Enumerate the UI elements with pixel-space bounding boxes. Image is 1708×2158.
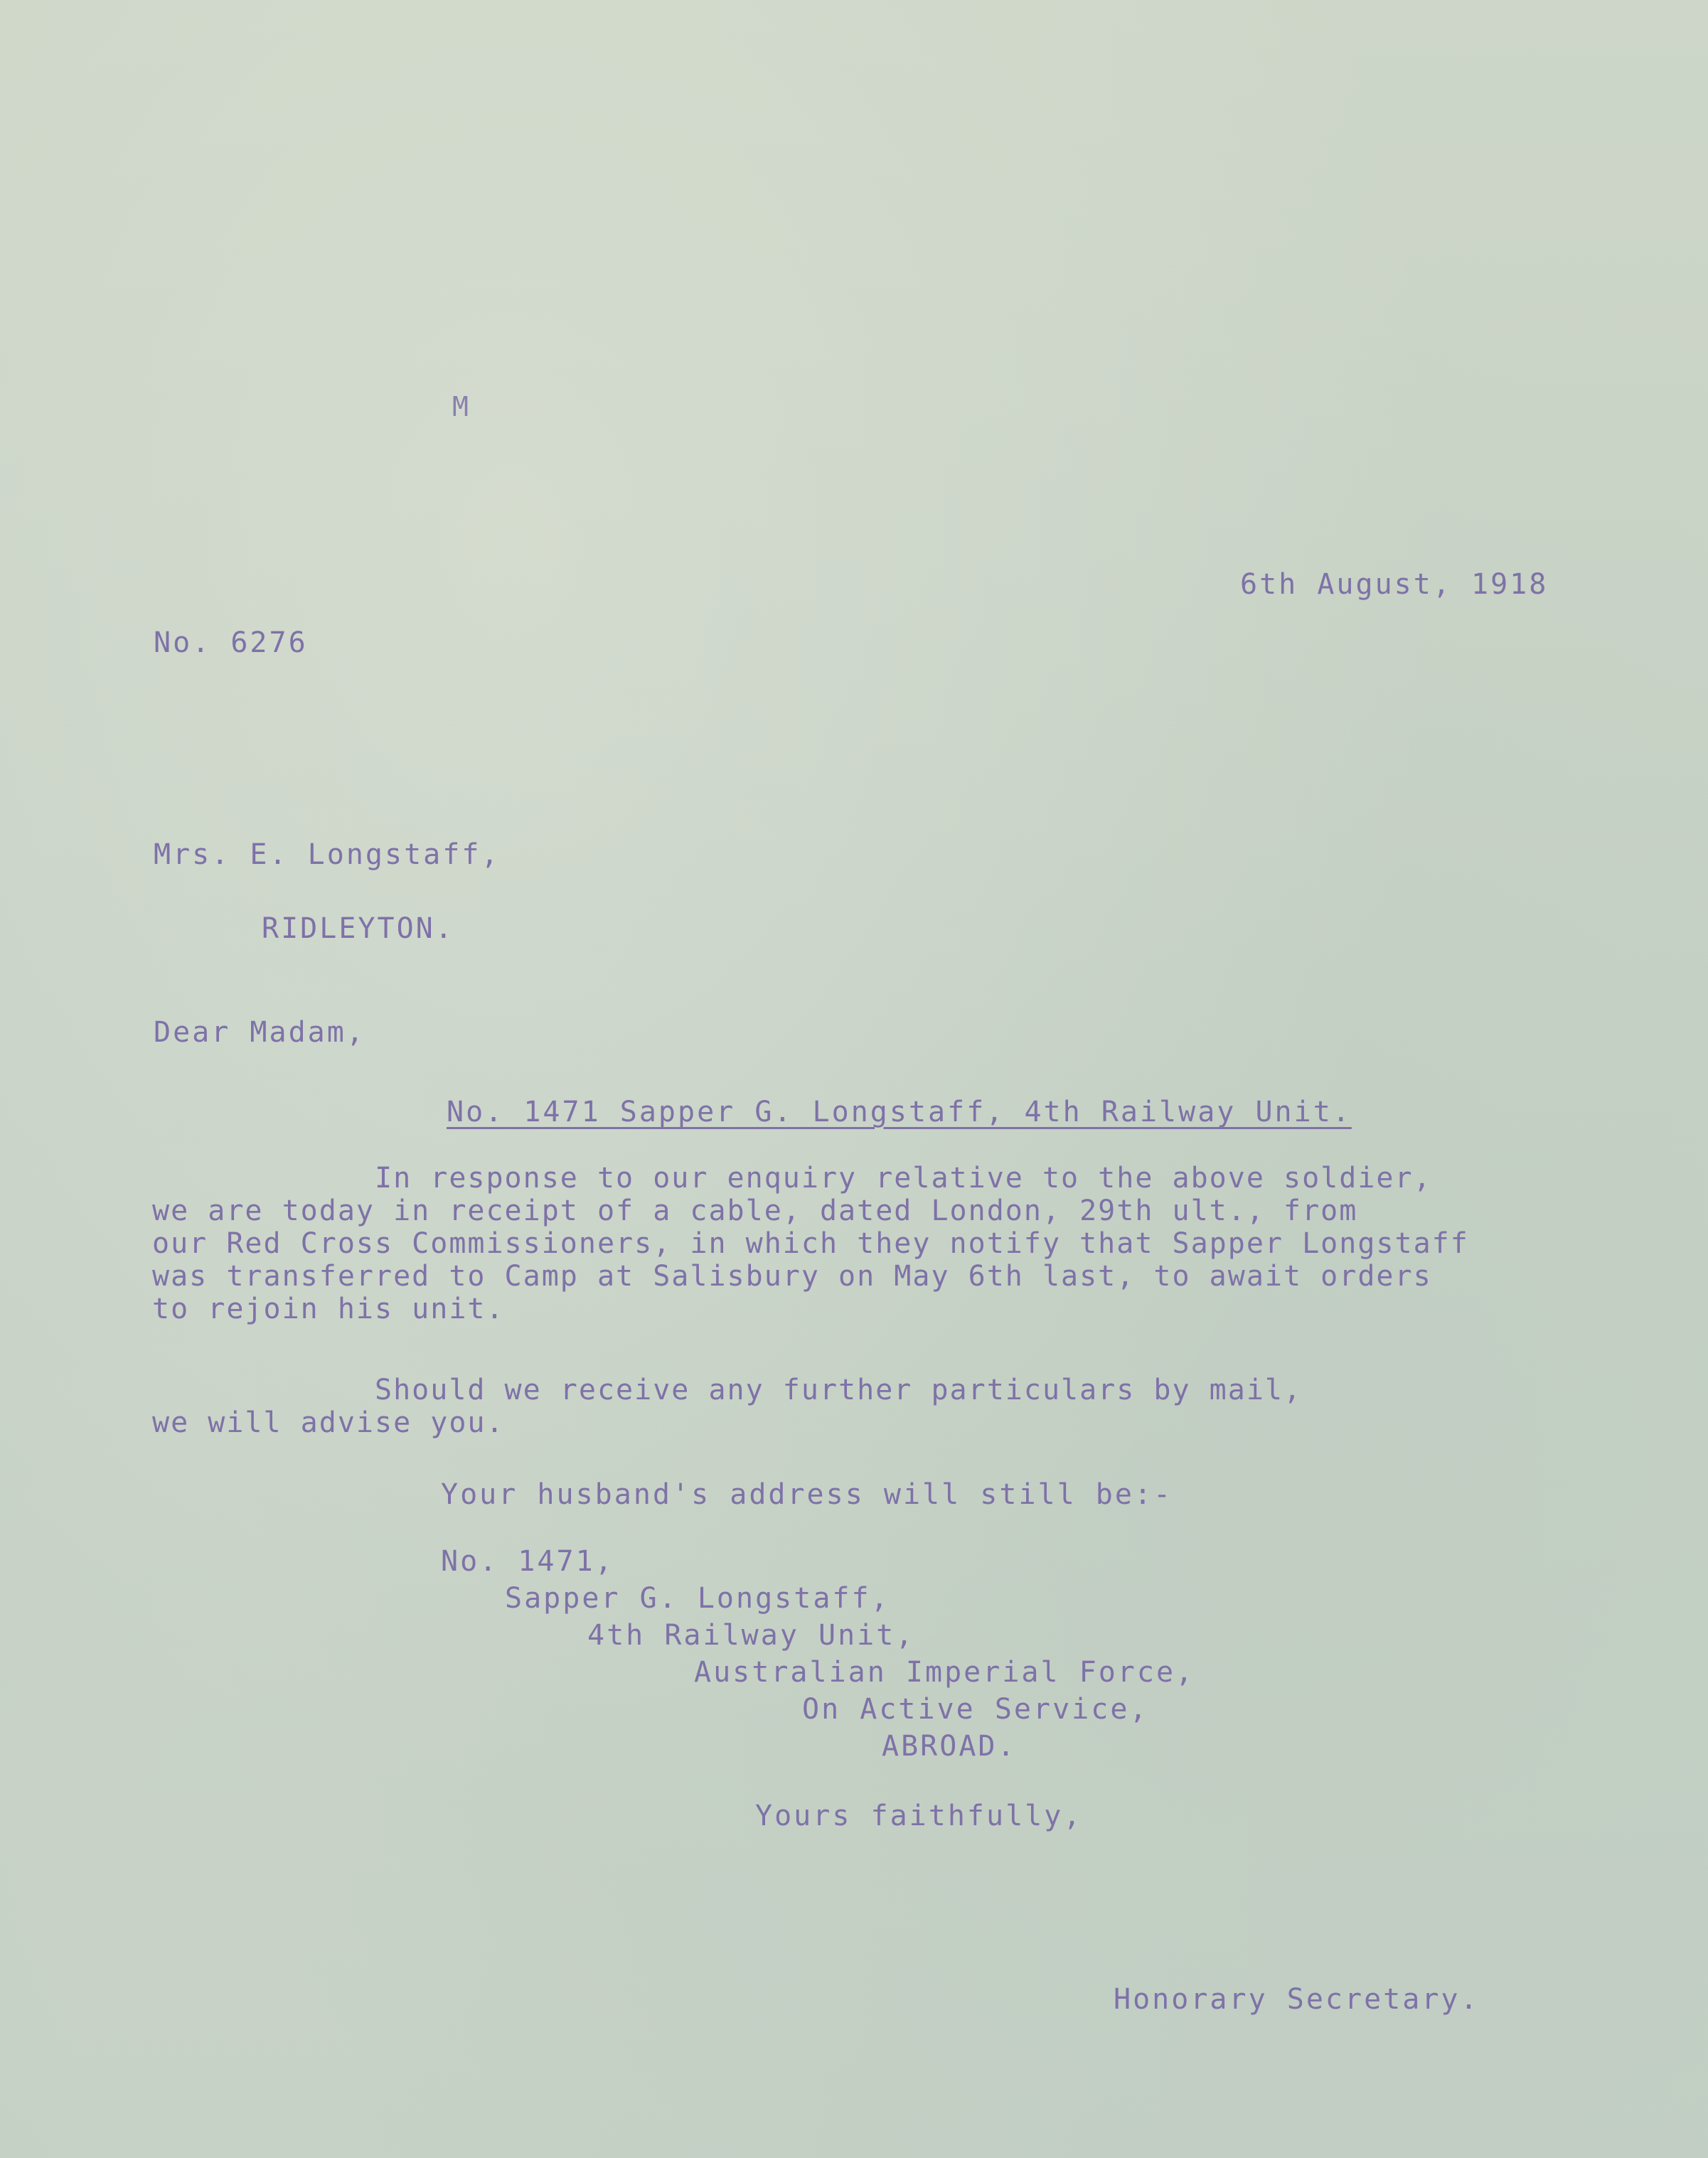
address-line: No. 1471, bbox=[441, 1545, 614, 1578]
closing: Yours faithfully, bbox=[755, 1800, 1083, 1832]
address-line: ABROAD. bbox=[882, 1730, 1017, 1763]
body-paragraph-2: Should we receive any further particulars by mail, we will advise you. bbox=[152, 1374, 1303, 1439]
subject-line: No. 1471 Sapper G. Longstaff, 4th Railway Unit. bbox=[447, 1096, 1352, 1128]
recipient-place: RIDLEYTON. bbox=[262, 912, 454, 945]
address-line: On Active Service, bbox=[802, 1693, 1149, 1726]
file-mark: M bbox=[452, 391, 471, 422]
address-intro: Your husband's address will still be:- bbox=[441, 1478, 1173, 1511]
recipient-name: Mrs. E. Longstaff, bbox=[154, 838, 501, 871]
address-line: Australian Imperial Force, bbox=[694, 1656, 1195, 1689]
signatory: Honorary Secretary. bbox=[1114, 1983, 1480, 2016]
salutation: Dear Madam, bbox=[154, 1016, 365, 1049]
letter-date: 6th August, 1918 bbox=[1240, 568, 1549, 601]
address-line: 4th Railway Unit, bbox=[587, 1619, 915, 1652]
body-paragraph-1: In response to our enquiry relative to the above soldier, we are today in receipt of a cable, dated London, 29th ult., from our Red Cross Commissioners, in which they notify that Sapper Longstaff was transferred to Camp at Salisbury on May 6th last, to await orders to rejoin his unit. bbox=[152, 1162, 1469, 1325]
reference-number: No. 6276 bbox=[154, 626, 308, 659]
address-line: Sapper G. Longstaff, bbox=[505, 1582, 890, 1615]
